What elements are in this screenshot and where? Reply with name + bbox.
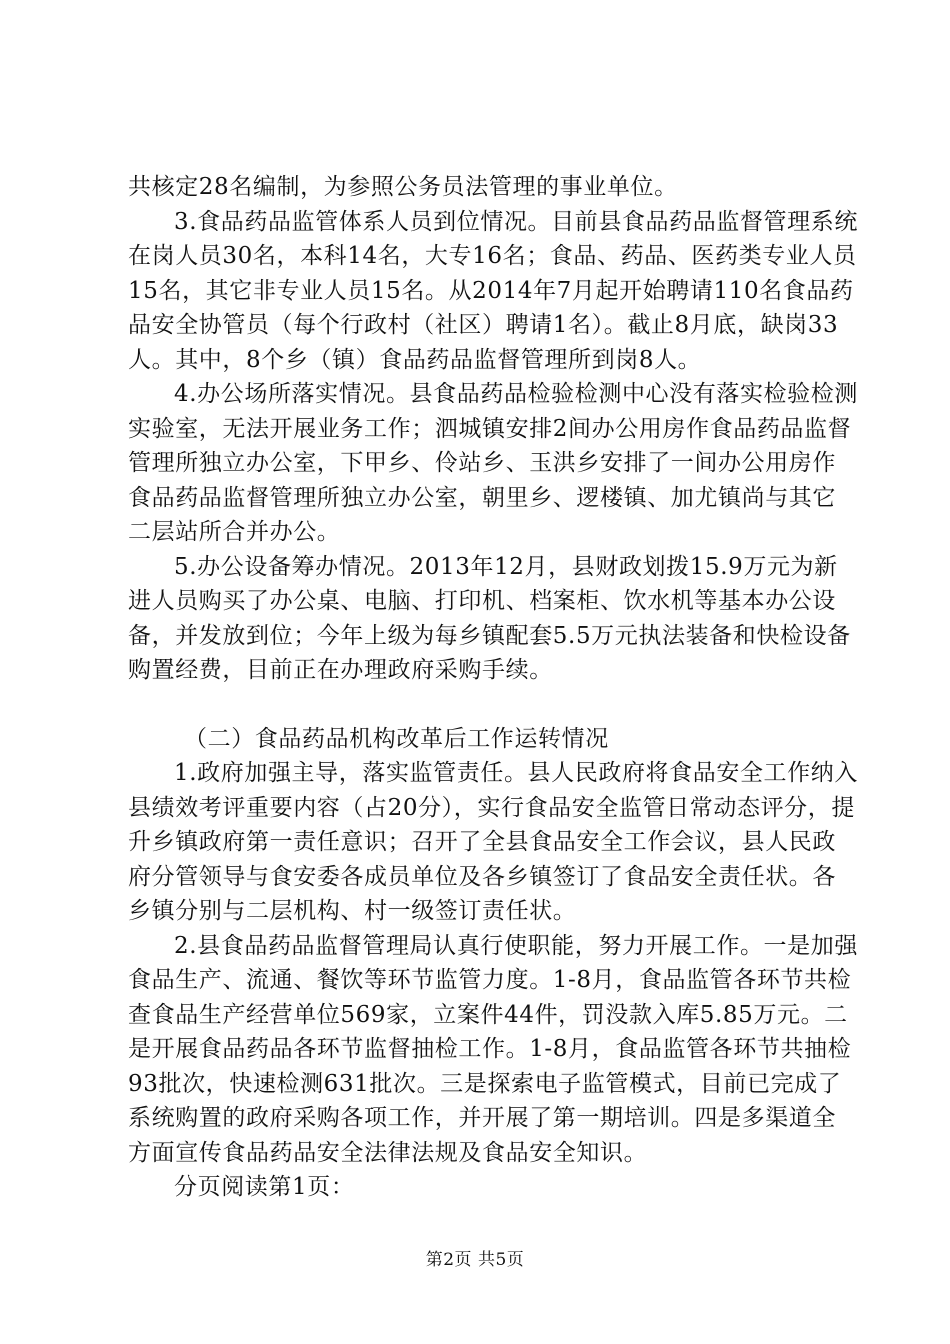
paragraph-government-leadership: 1.政府加强主导，落实监管责任。县人民政府将食品安全工作纳入县绩效考评重要内容（占20分），实行食品安全监管日常动态评分，提升乡镇政府第一责任意识；召开了全县食品安全工作会议，县人民政府分管领导与食安委各成员单位及各乡镇签订了食品安全责任状。各乡镇分别与二层机构、村一级签订责任状。	[128, 760, 858, 924]
paragraph-office-equipment: 5.办公设备筹办情况。2013年12月，县财政划拨15.9万元为新进人员购买了办公桌、电脑、打印机、档案柜、饮水机等基本办公设备，并发放到位；今年上级为每乡镇配套5.5万元执法装备和快检设备购置经费，目前正在办理政府采购手续。	[128, 553, 851, 683]
paragraph-staffing-quota: 共核定28名编制，为参照公务员法管理的事业单位。	[128, 174, 678, 200]
paging-read-link[interactable]: 分页阅读第1页：	[174, 1174, 355, 1200]
paragraph-personnel-status: 3.食品药品监管体系人员到位情况。目前县食品药品监督管理系统在岗人员30名，本科14名，大专16名；食品、药品、医药类专业人员15名，其它非专业人员15名。从2014年7月起开始聘请110名食品药品安全协管员（每个行政村（社区）聘请1名）。截止8月底，缺岗33人。其中，8个乡（镇）食品药品监督管理所到岗8人。	[128, 208, 858, 373]
section-heading: （二）食品药品机构改革后工作运转情况	[184, 725, 609, 752]
paragraph-office-space: 4.办公场所落实情况。县食品药品检验检测中心没有落实检验检测实验室，无法开展业务工作；泗城镇安排2间办公用房作食品药品监督管理所独立办公室，下甲乡、伶站乡、玉洪乡安排了一间办公用房作食品药品监督管理所独立办公室，朝里乡、逻楼镇、加尤镇尚与其它二层站所合并办公。	[128, 381, 858, 545]
page-number-footer: 第2页 共5页	[425, 1250, 525, 1270]
paragraph-bureau-work: 2.县食品药品监督管理局认真行使职能，努力开展工作。一是加强食品生产、流通、餐饮等环节监管力度。1-8月，食品监管各环节共检查食品生产经营单位569家，立案件44件，罚没款入库5.85万元。二是开展食品药品各环节监督抽检工作。1-8月，食品监管各环节共抽检93批次，快速检测631批次。三是探索电子监管模式，目前已完成了系统购置的政府采购各项工作，并开展了第一期培训。四是多渠道全方面宣传食品药品安全法律法规及食品安全知识。	[128, 932, 858, 1166]
document-body	[128, 170, 858, 1205]
